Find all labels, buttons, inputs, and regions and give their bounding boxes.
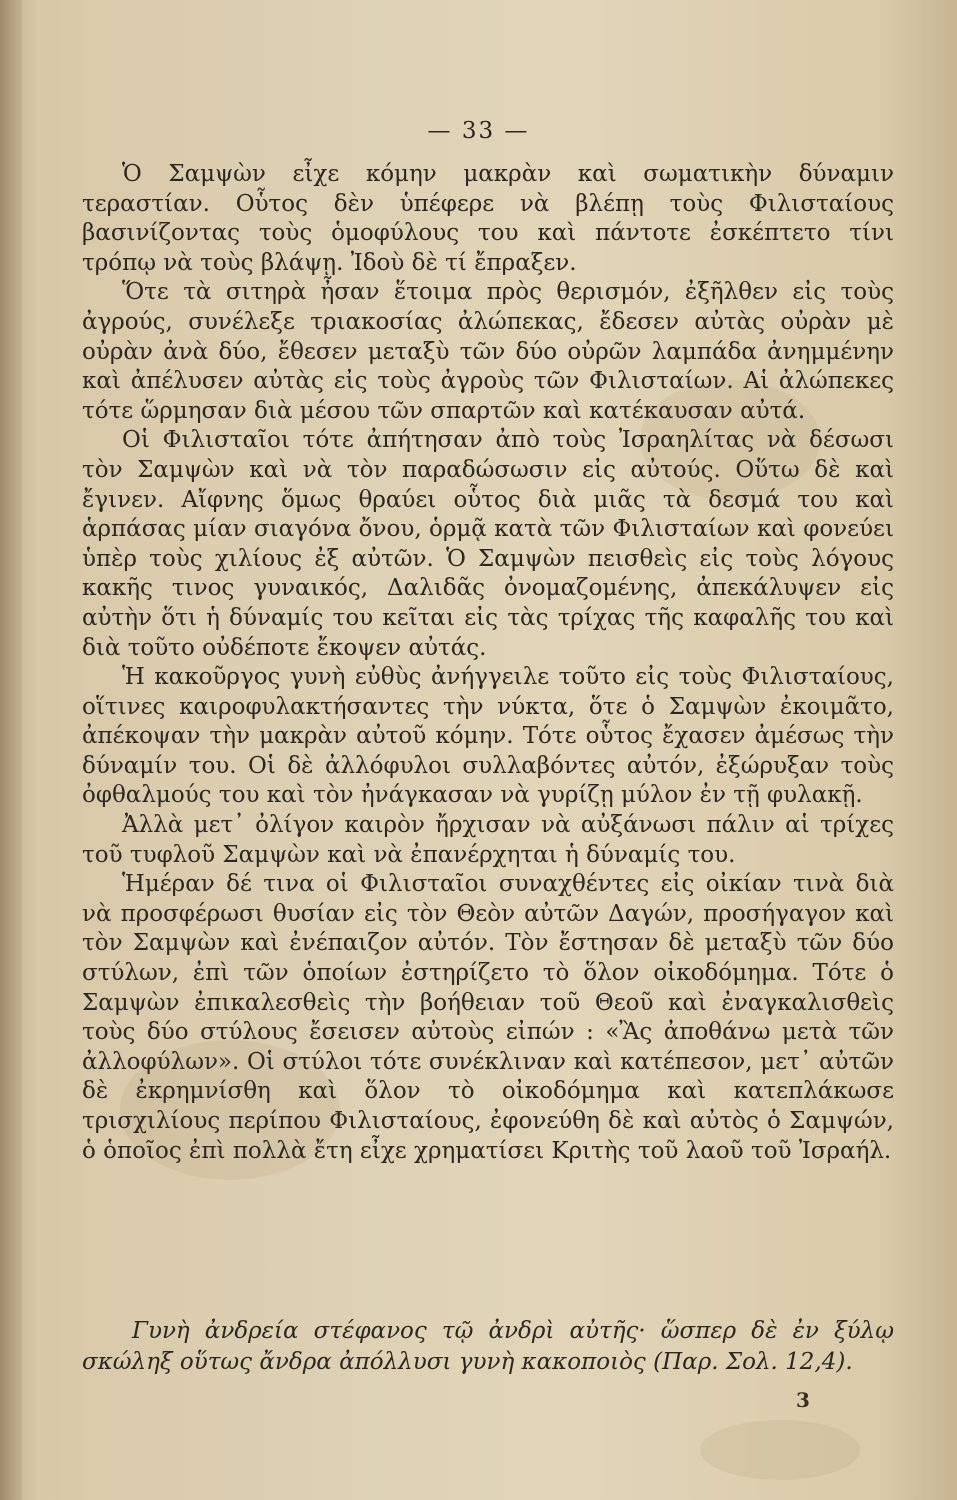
proverb-quote: Γυνὴ ἀνδρεία στέφανος τῷ ἀνδρὶ αὐτῆς· ὥσπερ δὲ ἐν ξύλῳ σκώληξ οὕτως ἄνδρα ἀπόλλυσι γυνὴ κακοποιὸς (Παρ. Σολ. 12,4).	[82, 1318, 894, 1375]
paper-stain	[700, 1420, 860, 1480]
page-spine-shadow	[0, 0, 22, 1500]
paragraph: Ἀλλὰ μετ᾽ ὀλίγον καιρὸν ἤρχισαν νὰ αὐξάνωσι πάλιν αἱ τρίχες τοῦ τυφλοῦ Σαμψὼν καὶ νὰ ἐπανέρχηται ἡ δύναμίς του.	[82, 812, 894, 868]
paragraph: Ἡ κακοῦργος γυνὴ εὐθὺς ἀνήγγειλε τοῦτο εἰς τοὺς Φιλισταίους, οἵτινες καιροφυλακτήσαντες τὴν νύκτα, ὅτε ὁ Σαμψὼν ἐκοιμᾶτο, ἀπέκοψαν τὴν μακρὰν αὐτοῦ κόμην. Τότε οὗτος ἔχασεν ἀμέσως τὴν δύναμίν του. Οἱ δὲ ἀλλόφυλοι συλλαβόντες αὐτόν, ἐξώρυξαν τοὺς ὀφθαλμούς του καὶ τὸν ἠνάγκασαν νὰ γυρίζῃ μύλον ἐν τῇ φυλακῇ.	[82, 664, 894, 809]
paragraph: Ὁ Σαμψὼν εἶχε κόμην μακρὰν καὶ σωματικὴν δύναμιν τεραστίαν. Οὗτος δὲν ὑπέφερε νὰ βλέπῃ τοὺς Φιλισταίους βασινίζοντας τοὺς ὁμοφύλους του καὶ πάντοτε ἐσκέπτετο τίνι τρόπῳ νὰ τοὺς βλάψῃ. Ἰδοὺ δὲ τί ἔπραξεν.	[82, 161, 894, 276]
paragraph: Οἱ Φιλισταῖοι τότε ἀπήτησαν ἀπὸ τοὺς Ἰσραηλίτας νὰ δέσωσι τὸν Σαμψὼν καὶ νὰ τὸν παραδώσωσιν εἰς αὐτούς. Οὕτω δὲ καὶ ἔγινεν. Αἴφνης ὅμως θραύει οὗτος διὰ μιᾶς τὰ δεσμά του καὶ ἁρπάσας μίαν σιαγόνα ὄνου, ὁρμᾷ κατὰ τῶν Φιλισταίων καὶ φονεύει ὑπὲρ τοὺς χιλίους ἐξ αὐτῶν. Ὁ Σαμψὼν πεισθεὶς εἰς τοὺς λόγους κακῆς τινος γυναικός, Δαλιδᾶς ὀνομαζομένης, ἀπεκάλυψεν εἰς αὐτὴν ὅτι ἡ δύναμίς του κεῖται εἰς τὰς τρίχας τῆς καφαλῆς του καὶ διὰ τοῦτο οὐδέποτε ἔκοψεν αὐτάς.	[82, 427, 894, 661]
page-number: — 33 —	[427, 118, 530, 144]
main-text	[82, 160, 894, 1166]
paragraph: Ἡμέραν δέ τινα οἱ Φιλισταῖοι συναχθέντες εἰς οἰκίαν τινὰ διὰ νὰ προσφέρωσι θυσίαν εἰς τὸν Θεὸν αὐτῶν Δαγών, προσήγαγον καὶ τὸν Σαμψὼν καὶ ἐνέπαιζον αὐτόν. Τὸν ἔστησαν δὲ μεταξὺ τῶν δύο στύλων, ἐπὶ τῶν ὁποίων ἐστηρίζετο τὸ ὅλον οἰκοδόμημα. Τότε ὁ Σαμψὼν ἐπικαλεσθεὶς τὴν βοήθειαν τοῦ Θεοῦ καὶ ἐναγκαλισθεὶς τοὺς δύο στύλους ἔσεισεν αὐτοὺς εἰπών : «Ἂς ἀποθάνω μετὰ τῶν ἀλλοφύλων». Οἱ στύλοι τότε συνέκλιναν καὶ κατέπεσον, μετ᾽ αὐτῶν δὲ ἐκρημνίσθη καὶ ὅλον τὸ οἰκοδόμημα καὶ κατεπλάκωσε τρισχιλίους περίπου Φιλισταίους, ἐφονεύθη δὲ καὶ αὐτὸς ὁ Σαμψών, ὁ ὁποῖος ἐπὶ πολλὰ ἔτη εἶχε χρηματίσει Κριτὴς τοῦ λαοῦ τοῦ Ἰσραήλ.	[82, 871, 894, 1164]
paragraph: Ὅτε τὰ σιτηρὰ ἦσαν ἕτοιμα πρὸς θερισμόν, ἐξῆλθεν εἰς τοὺς ἀγρούς, συνέλεξε τριακοσίας ἀλώπεκας, ἔδεσεν αὐτὰς οὐρὰν μὲ οὐρὰν ἀνὰ δύο, ἔθεσεν μεταξὺ τῶν δύο οὐρῶν λαμπάδα ἀνημμένην καὶ ἀπέλυσεν αὐτὰς εἰς τοὺς ἀγροὺς τῶν Φιλισταίων. Αἱ ἀλώπεκες τότε ὥρμησαν διὰ μέσου τῶν σπαρτῶν καὶ κατέκαυσαν αὐτά.	[82, 279, 894, 424]
signature-mark: 3	[796, 1388, 810, 1412]
